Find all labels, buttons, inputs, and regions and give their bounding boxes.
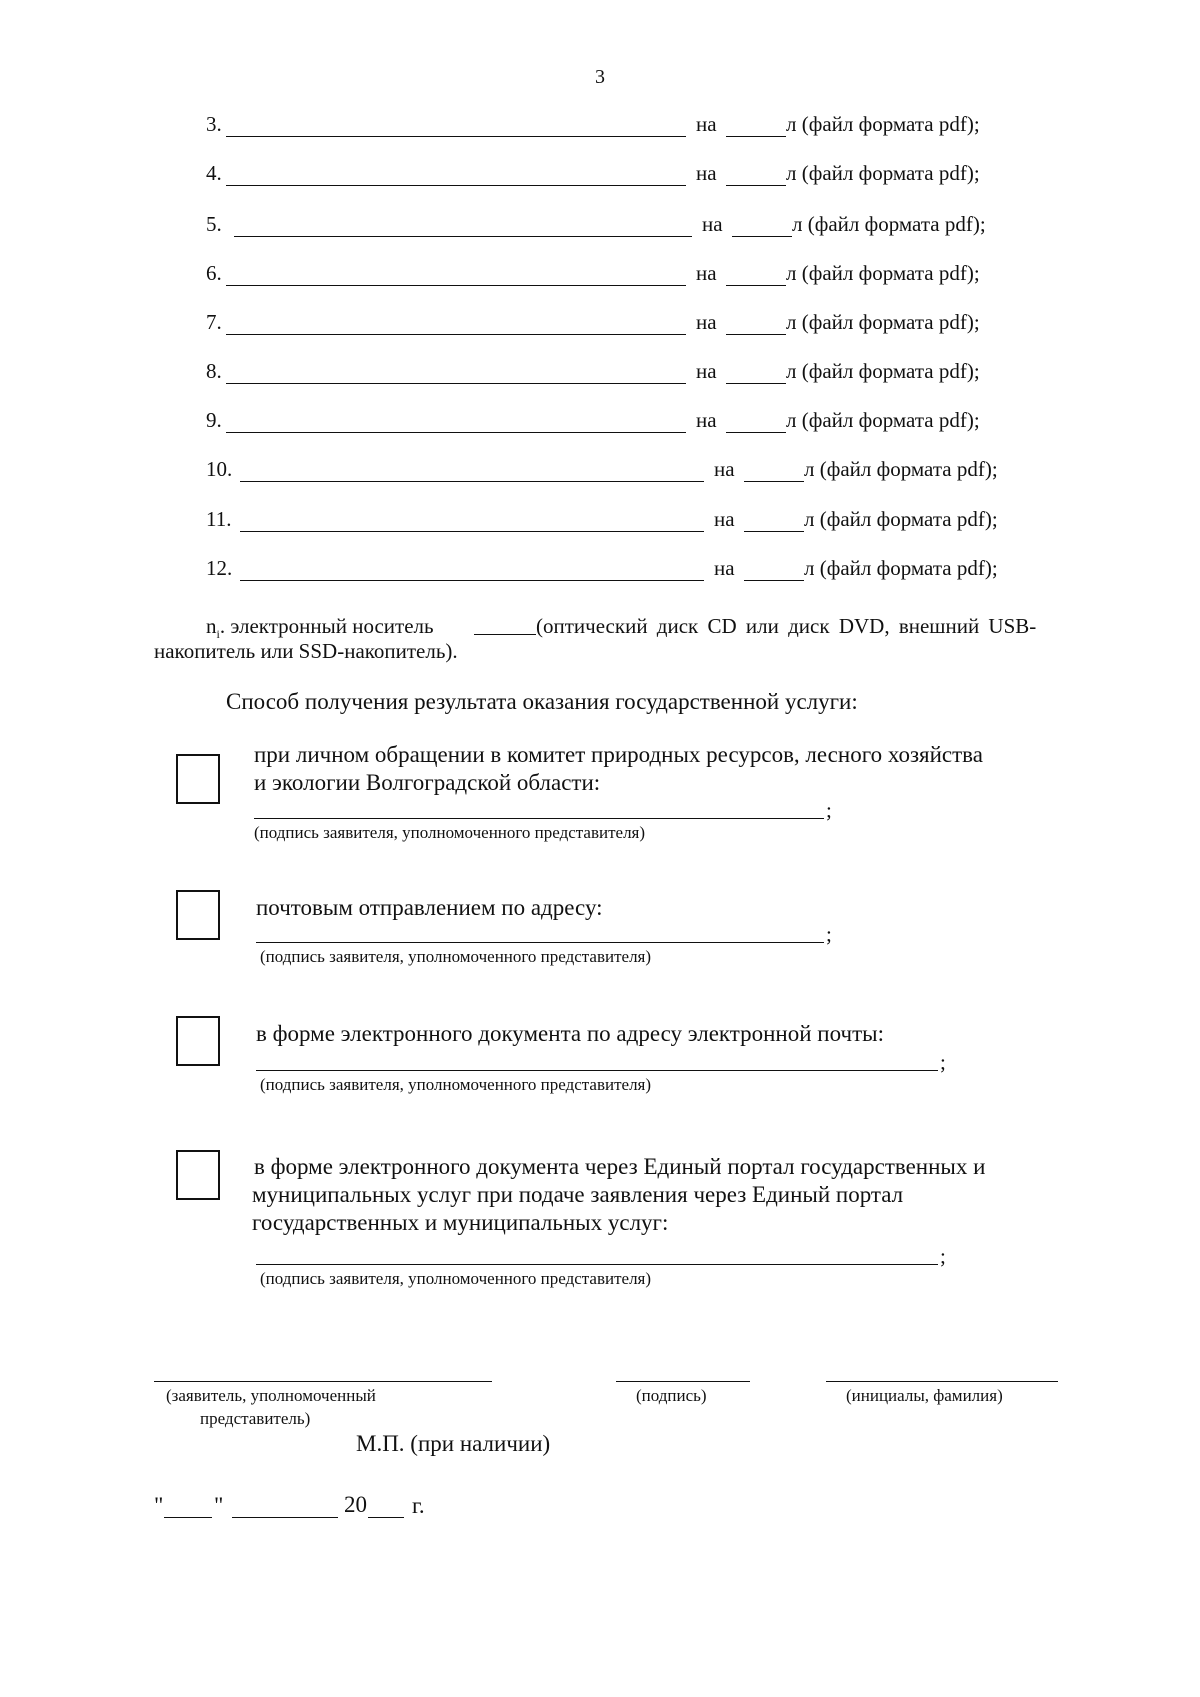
initials-caption: (инициалы, фамилия) [846,1386,1003,1405]
pages-prefix: на [696,359,717,383]
item-number: 7. [206,310,222,334]
document-name-field[interactable] [226,185,686,186]
pages-count-field[interactable] [726,383,786,384]
year-suffix: г. [412,1493,425,1518]
list-item [0,212,1200,242]
media-label [206,614,434,642]
initials-field[interactable] [826,1381,1058,1382]
list-item [0,359,1200,389]
file-format-note: л (файл формата pdf); [786,112,980,136]
list-item [0,112,1200,142]
media-label-text: . электронный носитель [219,614,434,638]
signature-field[interactable] [256,1070,938,1071]
item-number: 10. [206,457,233,481]
signature-caption: (подпись заявителя, уполномоченного представителя) [260,947,652,966]
field-terminator: ; [940,1244,946,1268]
pages-count-field[interactable] [726,285,786,286]
pages-count-field[interactable] [732,236,792,237]
list-item [0,310,1200,340]
pages-count-field[interactable] [744,531,804,532]
file-format-note: л (файл формата pdf); [786,359,980,383]
file-format-note: л (файл формата pdf); [804,507,998,531]
field-terminator: ; [826,798,832,822]
document-name-field[interactable] [226,136,686,137]
option-mail-text: почтовым отправлением по адресу: [256,895,603,920]
item-number: 12. [206,556,233,580]
date-close-quote: " [214,1493,224,1518]
signature-line[interactable] [616,1381,750,1382]
file-format-note: л (файл формата pdf); [786,261,980,285]
document-name-field[interactable] [226,285,686,286]
list-item [0,507,1200,537]
pages-prefix: на [696,310,717,334]
pages-prefix: на [696,408,717,432]
pages-prefix: на [714,457,735,481]
option-email-text: в форме электронного документа по адресу электронной почты: [256,1021,884,1046]
pages-prefix: на [714,507,735,531]
field-terminator: ; [940,1050,946,1074]
document-name-field[interactable] [226,383,686,384]
stamp-label: М.П. (при наличии) [356,1431,551,1456]
applicant-caption: (заявитель, уполномоченный [166,1386,376,1405]
option-portal-text: муниципальных услуг при подаче заявления через Единый портал [252,1182,904,1207]
item-number: 5. [206,212,222,236]
pages-count-field[interactable] [726,334,786,335]
file-format-note: л (файл формата pdf); [792,212,986,236]
month-field[interactable] [232,1517,338,1518]
year-field[interactable] [368,1517,404,1518]
pages-count-field[interactable] [726,185,786,186]
pages-prefix: на [714,556,735,580]
pages-count-field[interactable] [744,580,804,581]
list-item [0,556,1200,586]
day-field[interactable] [164,1517,212,1518]
document-name-field[interactable] [240,481,704,482]
file-format-note: л (файл формата pdf); [804,457,998,481]
media-subscript: i [216,627,220,642]
item-number: 6. [206,261,222,285]
list-item [0,457,1200,487]
media-prefix: n [206,614,217,638]
document-name-field[interactable] [234,236,692,237]
media-description: (оптический диск CD или диск DVD, внешний USB- [536,614,1037,638]
pages-count-field[interactable] [744,481,804,482]
item-number: 9. [206,408,222,432]
page-number: 3 [595,66,605,88]
pages-prefix: на [702,212,723,236]
option-email-checkbox[interactable] [176,1016,220,1066]
item-number: 3. [206,112,222,136]
option-personal-visit-checkbox[interactable] [176,754,220,804]
applicant-caption: представитель) [200,1409,311,1428]
signature-caption: (подпись заявителя, уполномоченного представителя) [254,823,646,842]
media-count-field[interactable] [474,634,536,635]
signature-field[interactable] [256,1264,938,1265]
option-portal-text: в форме электронного документа через Единый портал государственных и [254,1154,986,1179]
pages-prefix: на [696,261,717,285]
list-item [0,261,1200,291]
file-format-note: л (файл формата pdf); [786,408,980,432]
applicant-field[interactable] [154,1381,492,1382]
signature-caption: (подпись заявителя, уполномоченного представителя) [260,1269,652,1288]
list-item [0,408,1200,438]
file-format-note: л (файл формата pdf); [786,310,980,334]
document-name-field[interactable] [240,531,704,532]
pages-prefix: на [696,161,717,185]
signature-caption: (подпись) [636,1386,707,1405]
media-description-continued: накопитель или SSD-накопитель). [154,639,458,663]
option-portal-checkbox[interactable] [176,1150,220,1200]
date-open-quote: " [154,1493,164,1518]
item-number: 11. [206,507,232,531]
signature-field[interactable] [254,818,824,819]
option-mail-checkbox[interactable] [176,890,220,940]
document-name-field[interactable] [226,432,686,433]
item-number: 8. [206,359,222,383]
method-heading: Способ получения результата оказания государственной услуги: [226,689,858,714]
option-personal-visit-text: и экологии Волгоградской области: [254,770,601,795]
document-name-field[interactable] [240,580,704,581]
pages-count-field[interactable] [726,136,786,137]
document-name-field[interactable] [226,334,686,335]
file-format-note: л (файл формата pdf); [804,556,998,580]
list-item [0,161,1200,191]
signature-field[interactable] [256,942,824,943]
option-personal-visit-text: при личном обращении в комитет природных ресурсов, лесного хозяйства [254,742,983,767]
item-number: 4. [206,161,222,185]
pages-prefix: на [696,112,717,136]
year-prefix: 20 [344,1492,367,1517]
file-format-note: л (файл формата pdf); [786,161,980,185]
field-terminator: ; [826,922,832,946]
pages-count-field[interactable] [726,432,786,433]
option-portal-text: государственных и муниципальных услуг: [252,1210,669,1235]
signature-caption: (подпись заявителя, уполномоченного представителя) [260,1075,652,1094]
